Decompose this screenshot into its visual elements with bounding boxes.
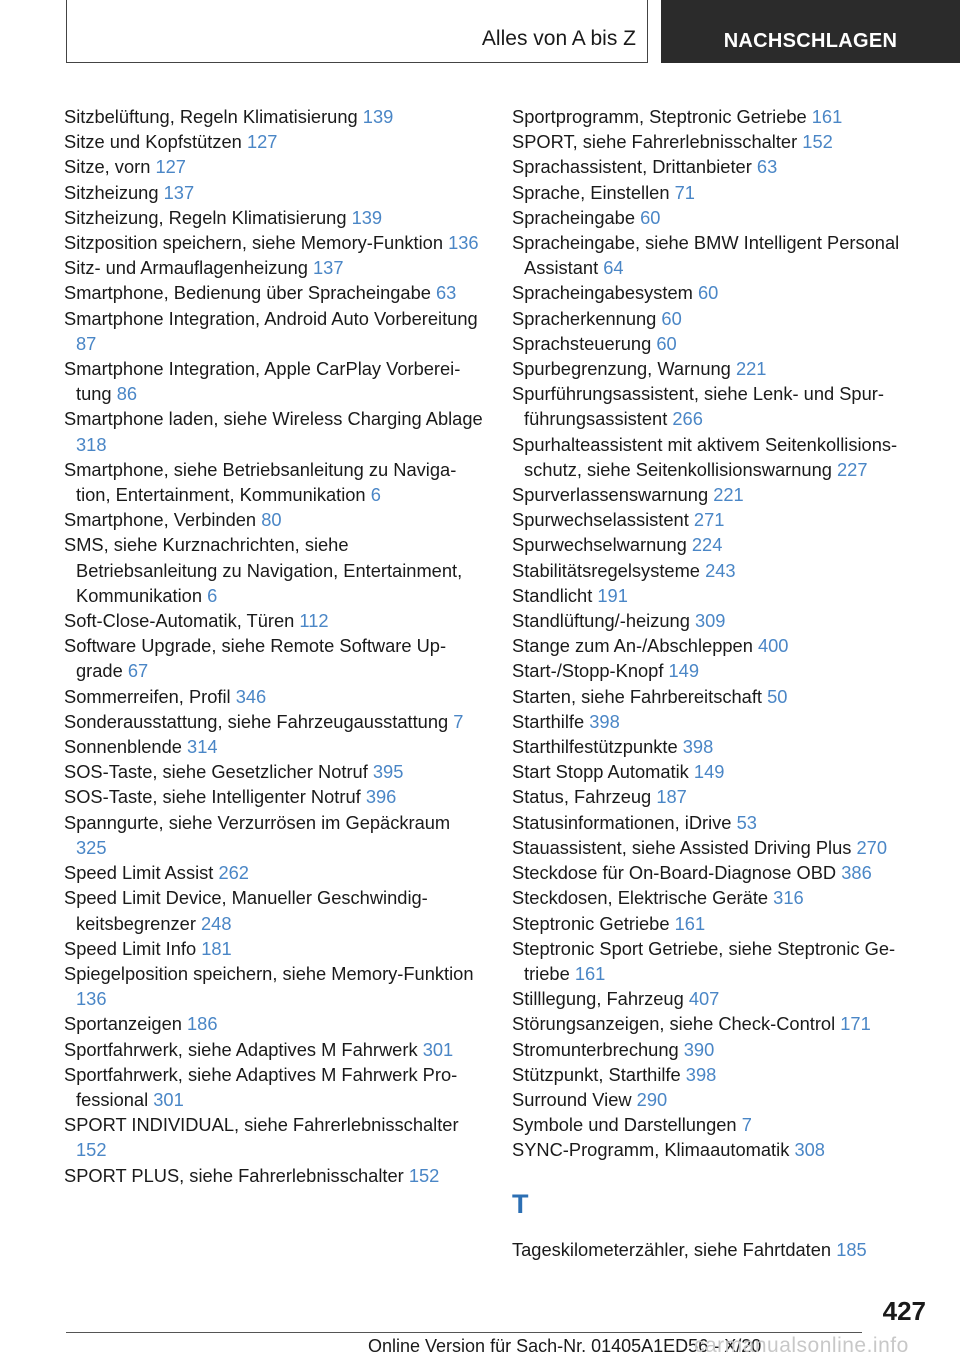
- page-reference-link[interactable]: 137: [163, 181, 195, 203]
- index-entry: [512, 784, 922, 809]
- index-term: Sprache, Einstellen: [512, 181, 670, 203]
- index-entry: [512, 734, 922, 759]
- index-entry: [64, 205, 484, 230]
- index-entry: [512, 129, 922, 154]
- index-entry: [64, 306, 484, 356]
- index-term: Spurbegrenzung, Warnung: [512, 358, 731, 380]
- page-reference-link[interactable]: 318: [76, 433, 107, 455]
- page-reference-link[interactable]: 53: [736, 811, 757, 833]
- page-reference-link[interactable]: 127: [155, 156, 186, 178]
- index-entry: [64, 734, 484, 759]
- index-entry: [64, 457, 484, 507]
- page-reference-link[interactable]: 171: [840, 1013, 871, 1035]
- index-term: Störungsanzeigen, siehe Check-Control: [512, 1013, 836, 1035]
- page-reference-link[interactable]: 137: [313, 257, 344, 279]
- index-entry: [512, 1062, 922, 1087]
- index-term: Statusinformationen, iDrive: [512, 811, 732, 833]
- index-term: Start-/Stopp-Knopf: [512, 660, 664, 682]
- page-reference-link[interactable]: 185: [836, 1238, 867, 1260]
- index-entry: [512, 608, 922, 633]
- page-reference-link[interactable]: 161: [674, 912, 706, 934]
- index-entry: [64, 406, 484, 456]
- page-reference-link[interactable]: 386: [841, 862, 872, 884]
- index-term: SYNC-Programm, Klimaautomatik: [512, 1139, 790, 1161]
- page-reference-link[interactable]: 149: [693, 761, 725, 783]
- index-entry: [64, 608, 484, 633]
- page-reference-link[interactable]: 308: [794, 1139, 825, 1161]
- index-entry: [512, 810, 922, 835]
- index-entry: [512, 154, 922, 179]
- index-term: Sonnenblende: [64, 736, 182, 758]
- index-term: Sportfahrwerk, siehe Adaptives M Fahrwerk: [64, 1038, 418, 1060]
- index-entry: [64, 633, 484, 683]
- page-reference-link[interactable]: 325: [76, 836, 107, 858]
- index-entry: [512, 684, 922, 709]
- index-term: Sitzbelüftung, Regeln Klimatisierung: [64, 106, 358, 127]
- page-reference-link[interactable]: 136: [76, 988, 107, 1010]
- page-reference-link[interactable]: 152: [802, 131, 833, 153]
- page-reference-link[interactable]: 87: [76, 332, 97, 354]
- index-term: Sitzheizung: [64, 181, 159, 203]
- index-entry: [64, 532, 484, 608]
- index-term: Speed Limit Device, Manueller Geschwindigkeitsbegrenzer: [64, 887, 428, 934]
- page-reference-link[interactable]: 262: [218, 862, 249, 884]
- index-term: SPORT INDIVIDUAL, siehe Fahrerlebnisschalter: [64, 1114, 459, 1136]
- page-reference-link[interactable]: 191: [597, 584, 628, 606]
- page-reference-link[interactable]: 161: [811, 106, 843, 127]
- page-reference-link[interactable]: 60: [661, 307, 682, 329]
- index-term: Soft-Close-Automatik, Türen: [64, 610, 295, 632]
- index-term: Sprachassistent, Drittanbieter: [512, 156, 752, 178]
- index-term: Sportanzeigen: [64, 1013, 182, 1035]
- page-reference-link[interactable]: 112: [299, 610, 329, 632]
- index-term: Spracheingabesystem: [512, 282, 693, 304]
- index-term: Steckdosen, Elektrische Geräte: [512, 887, 769, 909]
- page-reference-link[interactable]: 60: [640, 206, 661, 228]
- chapter-title: NACHSCHLAGEN: [723, 30, 898, 52]
- page-reference-link[interactable]: 407: [688, 988, 720, 1010]
- index-entry: [64, 129, 484, 154]
- index-term: Sommerreifen, Profil: [64, 685, 231, 707]
- index-term: Smartphone laden, siehe Wireless Charging Ablage: [64, 408, 483, 430]
- index-term: Smartphone, Bedienung über Spracheingabe: [64, 282, 431, 304]
- index-term: Sitze, vorn: [64, 156, 151, 178]
- index-term: Sportprogramm, Steptronic Getriebe: [512, 106, 807, 127]
- index-term: Spracherkennung: [512, 307, 657, 329]
- index-term: Spracheingabe, siehe BMW Intelligent Personal Assistant: [512, 232, 900, 279]
- index-term: Steckdose für On-Board-Diagnose OBD: [512, 862, 837, 884]
- index-term: Standlüftung/-heizung: [512, 610, 690, 632]
- index-entry: [64, 1037, 484, 1062]
- index-term: Stilllegung, Fahrzeug: [512, 988, 684, 1010]
- index-entry: [64, 961, 484, 1011]
- index-entry: [64, 104, 484, 129]
- index-term: Spurverlassenswarnung: [512, 484, 709, 506]
- index-entry: [512, 507, 922, 532]
- index-term: SPORT PLUS, siehe Fahrerlebnisschalter: [64, 1164, 404, 1186]
- index-term: Smartphone, siehe Betriebsanleitung zu Navigation, Entertainment, Kommunikation: [64, 458, 457, 506]
- index-entry: [64, 885, 484, 935]
- page-reference-link[interactable]: 271: [693, 509, 725, 531]
- page-reference-link[interactable]: 301: [153, 1088, 184, 1110]
- index-term: Stabilitätsregelsysteme: [512, 559, 700, 581]
- page-reference-link[interactable]: 309: [694, 610, 726, 632]
- page-reference-link[interactable]: 181: [201, 937, 232, 959]
- index-term: Sitzheizung, Regeln Klimatisierung: [64, 206, 347, 228]
- index-entry: [512, 1087, 922, 1112]
- index-term: SOS-Taste, siehe Gesetzlicher Notruf: [64, 761, 368, 783]
- index-entry: [64, 860, 484, 885]
- page-reference-link[interactable]: 187: [656, 786, 687, 808]
- index-entry: [512, 583, 922, 608]
- index-entry: [512, 860, 922, 885]
- page-reference-link[interactable]: 227: [837, 458, 868, 480]
- index-entry: [64, 684, 484, 709]
- index-entry: [64, 154, 484, 179]
- index-entry: [512, 558, 922, 583]
- index-entry: [512, 356, 922, 381]
- index-term: Spanngurte, siehe Verzurrösen im Gepäckraum: [64, 811, 451, 833]
- index-term: Tageskilometerzähler, siehe Fahrtdaten: [512, 1238, 832, 1260]
- index-entry: [512, 280, 922, 305]
- online-version-note: Online Version für Sach-Nr. 01405A1ED56 - X/20: [368, 1336, 762, 1356]
- index-term: Spurwechselwarnung: [512, 534, 687, 556]
- letter-heading: T: [512, 1188, 529, 1219]
- index-entry: [512, 306, 922, 331]
- index-term: Smartphone, Verbinden: [64, 509, 257, 531]
- index-term: Spiegelposition speichern, siehe Memory-Funktion: [64, 962, 474, 984]
- index-term: Sitz- und Armauflagenheizung: [64, 257, 308, 279]
- page-reference-link[interactable]: 290: [636, 1088, 668, 1110]
- index-entry: [64, 180, 484, 205]
- page-number: 427: [882, 1296, 926, 1326]
- index-entry: [64, 810, 484, 860]
- index-entry: [512, 1011, 922, 1036]
- page-reference-link[interactable]: 301: [422, 1038, 454, 1060]
- index-term: Speed Limit Info: [64, 937, 197, 959]
- index-column-left: [64, 104, 484, 1188]
- index-entry: [64, 709, 484, 734]
- index-term: Sportfahrwerk, siehe Adaptives M Fahrwerk Professional: [64, 1063, 458, 1110]
- index-entry: [512, 482, 922, 507]
- page-reference-link[interactable]: 398: [685, 1063, 717, 1085]
- page-reference-link[interactable]: 152: [408, 1164, 440, 1186]
- page-reference-link[interactable]: 71: [674, 181, 695, 203]
- section-title: Alles von A bis Z: [481, 27, 636, 50]
- index-term: Spurhalteassistent mit aktivem Seitenkollisionsschutz, siehe Seitenkollisionswarnung: [512, 433, 898, 480]
- index-term: Steptronic Sport Getriebe, siehe Steptronic Getriebe: [512, 937, 896, 984]
- page-reference-link[interactable]: 7: [453, 710, 464, 732]
- index-term: Steptronic Getriebe: [512, 912, 670, 934]
- page-reference-link[interactable]: 80: [261, 509, 282, 531]
- page-reference-link[interactable]: 314: [187, 736, 218, 758]
- index-term: Spurführungsassistent, siehe Lenk- und Spurführungsassistent: [512, 383, 884, 430]
- page-reference-link[interactable]: 6: [370, 484, 381, 506]
- index-term: Starten, siehe Fahrbereitschaft: [512, 685, 762, 707]
- index-term: Sitze und Kopfstützen: [64, 131, 242, 153]
- index-entry: [64, 507, 484, 532]
- index-term: Software Upgrade, siehe Remote Software Upgrade: [64, 635, 447, 682]
- page-reference-link[interactable]: 186: [187, 1013, 218, 1035]
- watermark: carmanualsonline.info: [694, 1334, 909, 1357]
- index-entry: [64, 255, 484, 280]
- index-entry: [512, 835, 922, 860]
- page-reference-link[interactable]: 161: [574, 962, 606, 984]
- index-entry: [512, 1037, 922, 1062]
- index-term: Sonderausstattung, siehe Fahrzeugausstattung: [64, 710, 449, 732]
- page-reference-link[interactable]: 139: [351, 206, 383, 228]
- index-entry: [64, 936, 484, 961]
- index-entry: [512, 759, 922, 784]
- index-column-right: [512, 104, 922, 1262]
- index-entry: [512, 532, 922, 557]
- index-entry: [512, 205, 922, 230]
- index-term: SMS, siehe Kurznachrichten, siehe Betriebsanleitung zu Navigation, Entertainment, Kommunikation: [64, 534, 463, 606]
- page-reference-link[interactable]: 221: [713, 484, 744, 506]
- index-term: Standlicht: [512, 584, 593, 606]
- index-entry: [512, 709, 922, 734]
- page-reference-link[interactable]: 395: [372, 761, 404, 783]
- index-entry: [64, 1011, 484, 1036]
- index-entry: [64, 230, 484, 255]
- page-reference-link[interactable]: 248: [201, 912, 232, 934]
- index-term: SOS-Taste, siehe Intelligenter Notruf: [64, 786, 361, 808]
- index-entry: [512, 1137, 922, 1162]
- index-term: Stromunterbrechung: [512, 1038, 679, 1060]
- index-term: Stange zum An-/Abschleppen: [512, 635, 753, 657]
- page-reference-link[interactable]: 6: [207, 584, 218, 606]
- index-entry: [64, 784, 484, 809]
- index-entry: [512, 381, 922, 431]
- index-term: Starthilfestützpunkte: [512, 736, 678, 758]
- index-term: Stützpunkt, Starthilfe: [512, 1063, 681, 1085]
- page-reference-link[interactable]: 50: [767, 685, 788, 707]
- index-entry: [512, 1237, 922, 1262]
- page-reference-link[interactable]: 136: [448, 232, 479, 254]
- page-reference-link[interactable]: 64: [603, 257, 624, 279]
- page-reference-link[interactable]: 398: [589, 710, 620, 732]
- index-entry: [512, 633, 922, 658]
- page-reference-link[interactable]: 152: [76, 1139, 107, 1161]
- page-reference-link[interactable]: 224: [691, 534, 723, 556]
- page-reference-link[interactable]: 243: [705, 559, 736, 581]
- index-entry: [512, 180, 922, 205]
- footer-divider: [66, 1332, 862, 1333]
- index-entry: [512, 658, 922, 683]
- page-reference-link[interactable]: 400: [757, 635, 789, 657]
- index-entry: [512, 432, 922, 482]
- index-entry: [64, 759, 484, 784]
- index-entry: [64, 280, 484, 305]
- index-entry: [64, 1163, 484, 1188]
- index-entry: [64, 1112, 484, 1162]
- page-reference-link[interactable]: 63: [436, 282, 457, 304]
- index-term: Sprachsteuerung: [512, 332, 652, 354]
- chapter-tab: [661, 0, 960, 63]
- page-reference-link[interactable]: 86: [116, 383, 138, 405]
- page-reference-link[interactable]: 270: [856, 836, 887, 858]
- index-term: Smartphone Integration, Apple CarPlay Vorbereitung: [64, 358, 461, 405]
- index-term: Spurwechselassistent: [512, 509, 689, 531]
- page-reference-link[interactable]: 396: [365, 786, 397, 808]
- index-entry: [512, 911, 922, 936]
- index-term: SPORT, siehe Fahrerlebnisschalter: [512, 131, 798, 153]
- page-reference-link[interactable]: 221: [735, 358, 767, 380]
- index-entry: [512, 885, 922, 910]
- page-reference-link[interactable]: 7: [741, 1114, 752, 1136]
- index-entry: [64, 1062, 484, 1112]
- index-term: Status, Fahrzeug: [512, 786, 652, 808]
- page-reference-link[interactable]: 127: [246, 131, 278, 153]
- page-reference-link[interactable]: 316: [773, 887, 804, 909]
- page-reference-link[interactable]: 60: [697, 282, 719, 304]
- index-term: Start Stopp Automatik: [512, 761, 689, 783]
- index-term: Sitzposition speichern, siehe Memory-Funktion: [64, 232, 443, 254]
- index-term: Surround View: [512, 1088, 632, 1110]
- page-reference-link[interactable]: 390: [683, 1038, 715, 1060]
- index-term: Starthilfe: [512, 710, 585, 732]
- page-reference-link[interactable]: 63: [756, 156, 778, 178]
- index-term: Speed Limit Assist: [64, 862, 214, 884]
- index-entry: [512, 104, 922, 129]
- page-reference-link[interactable]: 398: [682, 736, 714, 758]
- index-term: Stauassistent, siehe Assisted Driving Plus: [512, 836, 852, 858]
- index-entry: [64, 356, 484, 406]
- page-reference-link[interactable]: 149: [668, 660, 700, 682]
- page-reference-link[interactable]: 346: [235, 685, 267, 707]
- index-entry: [512, 936, 922, 986]
- index-term: Spracheingabe: [512, 206, 635, 228]
- index-entry: [512, 986, 922, 1011]
- page-reference-link[interactable]: 266: [672, 408, 703, 430]
- index-term: Smartphone Integration, Android Auto Vorbereitung: [64, 307, 478, 329]
- index-entry: [512, 230, 922, 280]
- index-term: Symbole und Darstellungen: [512, 1114, 737, 1136]
- page-reference-link[interactable]: 60: [656, 332, 677, 354]
- page-reference-link[interactable]: 67: [127, 660, 149, 682]
- page-reference-link[interactable]: 139: [362, 106, 394, 127]
- index-entry: [512, 1112, 922, 1137]
- index-entry: [512, 331, 922, 356]
